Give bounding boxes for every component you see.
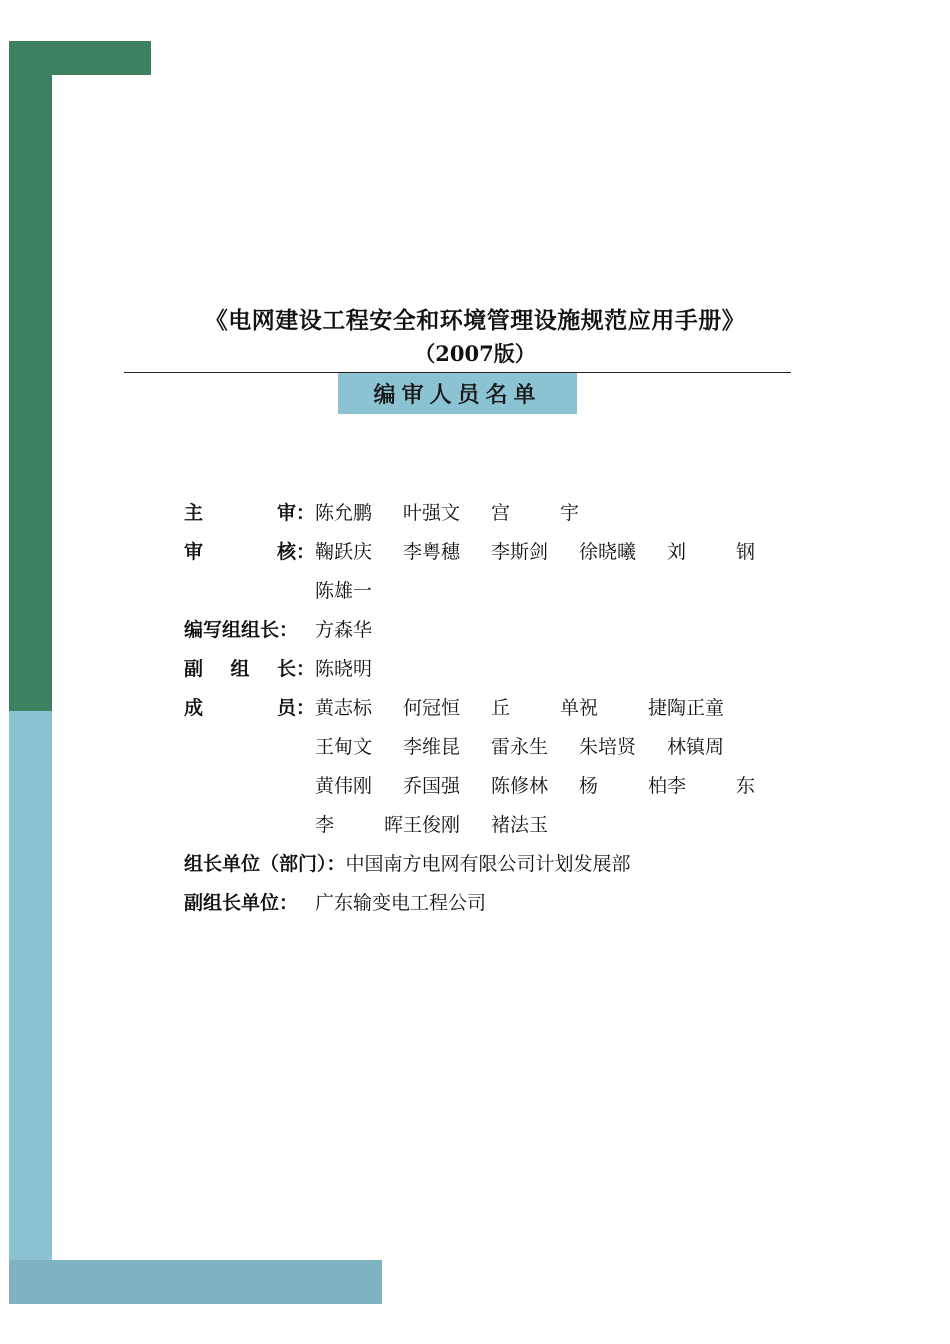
roster-row-editor-leader [184,611,784,650]
person-name: 刘 钢 [667,541,755,563]
name-list [315,533,755,572]
person-name: 陈允鹏 [315,502,373,524]
person-name: 鞠跃庆 [315,541,373,563]
role-label: 组长单位（部门）： [184,853,346,875]
role-label: 副组长单位： [184,892,299,914]
person-name: 李 东 [667,775,755,797]
person-name: 李粤穗 [403,541,461,563]
roster-row-reviewers [184,533,784,572]
name-list [315,806,579,845]
frame-bar-green-top [9,41,151,75]
person-name: 李维昆 [403,736,461,758]
person-name: 宫 宇 [491,502,579,524]
name-list [315,689,755,728]
role-label: 审 核： [184,541,315,563]
organization-name: 中国南方电网有限公司计划发展部 [345,853,631,875]
person-name: 陶正童 [667,697,725,719]
name-list [315,728,755,767]
person-name: 丘 单 [491,697,579,719]
person-name: 李 晖 [315,814,403,836]
name-list [315,611,403,650]
person-name: 陈修林 [491,775,549,797]
name-list [315,650,403,689]
person-name: 徐晓曦 [579,541,637,563]
name-list [315,572,403,611]
person-name: 叶强文 [403,502,461,524]
frame-bar-blue-bottom [9,1260,382,1304]
frame-bar-blue-left [9,711,52,1304]
person-name: 林镇周 [667,736,725,758]
role-label: 成 员： [184,697,315,719]
roster-row-deputy-unit [184,884,784,923]
role-label: 主 审： [184,502,315,524]
roster-row-members-cont [184,806,784,845]
roster-row-members-cont [184,767,784,806]
organization-name: 广东输变电工程公司 [315,892,487,914]
section-heading: 编审人员名单 [338,373,577,414]
person-name: 朱培贤 [579,736,637,758]
person-name: 褚法玉 [491,814,549,836]
roster-row-deputy-leader [184,650,784,689]
person-name: 陈晓明 [315,658,373,680]
person-name: 陈雄一 [315,580,373,602]
person-name: 何冠恒 [403,697,461,719]
person-name: 李斯剑 [491,541,549,563]
roster-row-members [184,689,784,728]
staff-roster [184,494,784,923]
person-name: 方森华 [315,619,373,641]
document-edition: （2007版） [414,341,536,366]
name-list [315,767,755,806]
roster-row-members-cont [184,728,784,767]
name-list [315,494,579,533]
person-name: 黄志标 [315,697,373,719]
person-name: 乔国强 [403,775,461,797]
role-label: 副 组 长： [184,658,315,680]
person-name: 杨 柏 [579,775,667,797]
roster-row-chief-reviewer [184,494,784,533]
person-name: 祝 捷 [579,697,667,719]
roster-row-reviewers-cont [184,572,784,611]
person-name: 王俊刚 [403,814,461,836]
document-title: 《电网建设工程安全和环境管理设施规范应用手册》 [204,307,746,334]
person-name: 王甸文 [315,736,373,758]
person-name: 黄伟刚 [315,775,373,797]
person-name: 雷永生 [491,736,549,758]
roster-row-leader-unit [184,845,784,884]
role-label: 编写组组长： [184,619,299,641]
frame-bar-green-left [9,41,52,711]
